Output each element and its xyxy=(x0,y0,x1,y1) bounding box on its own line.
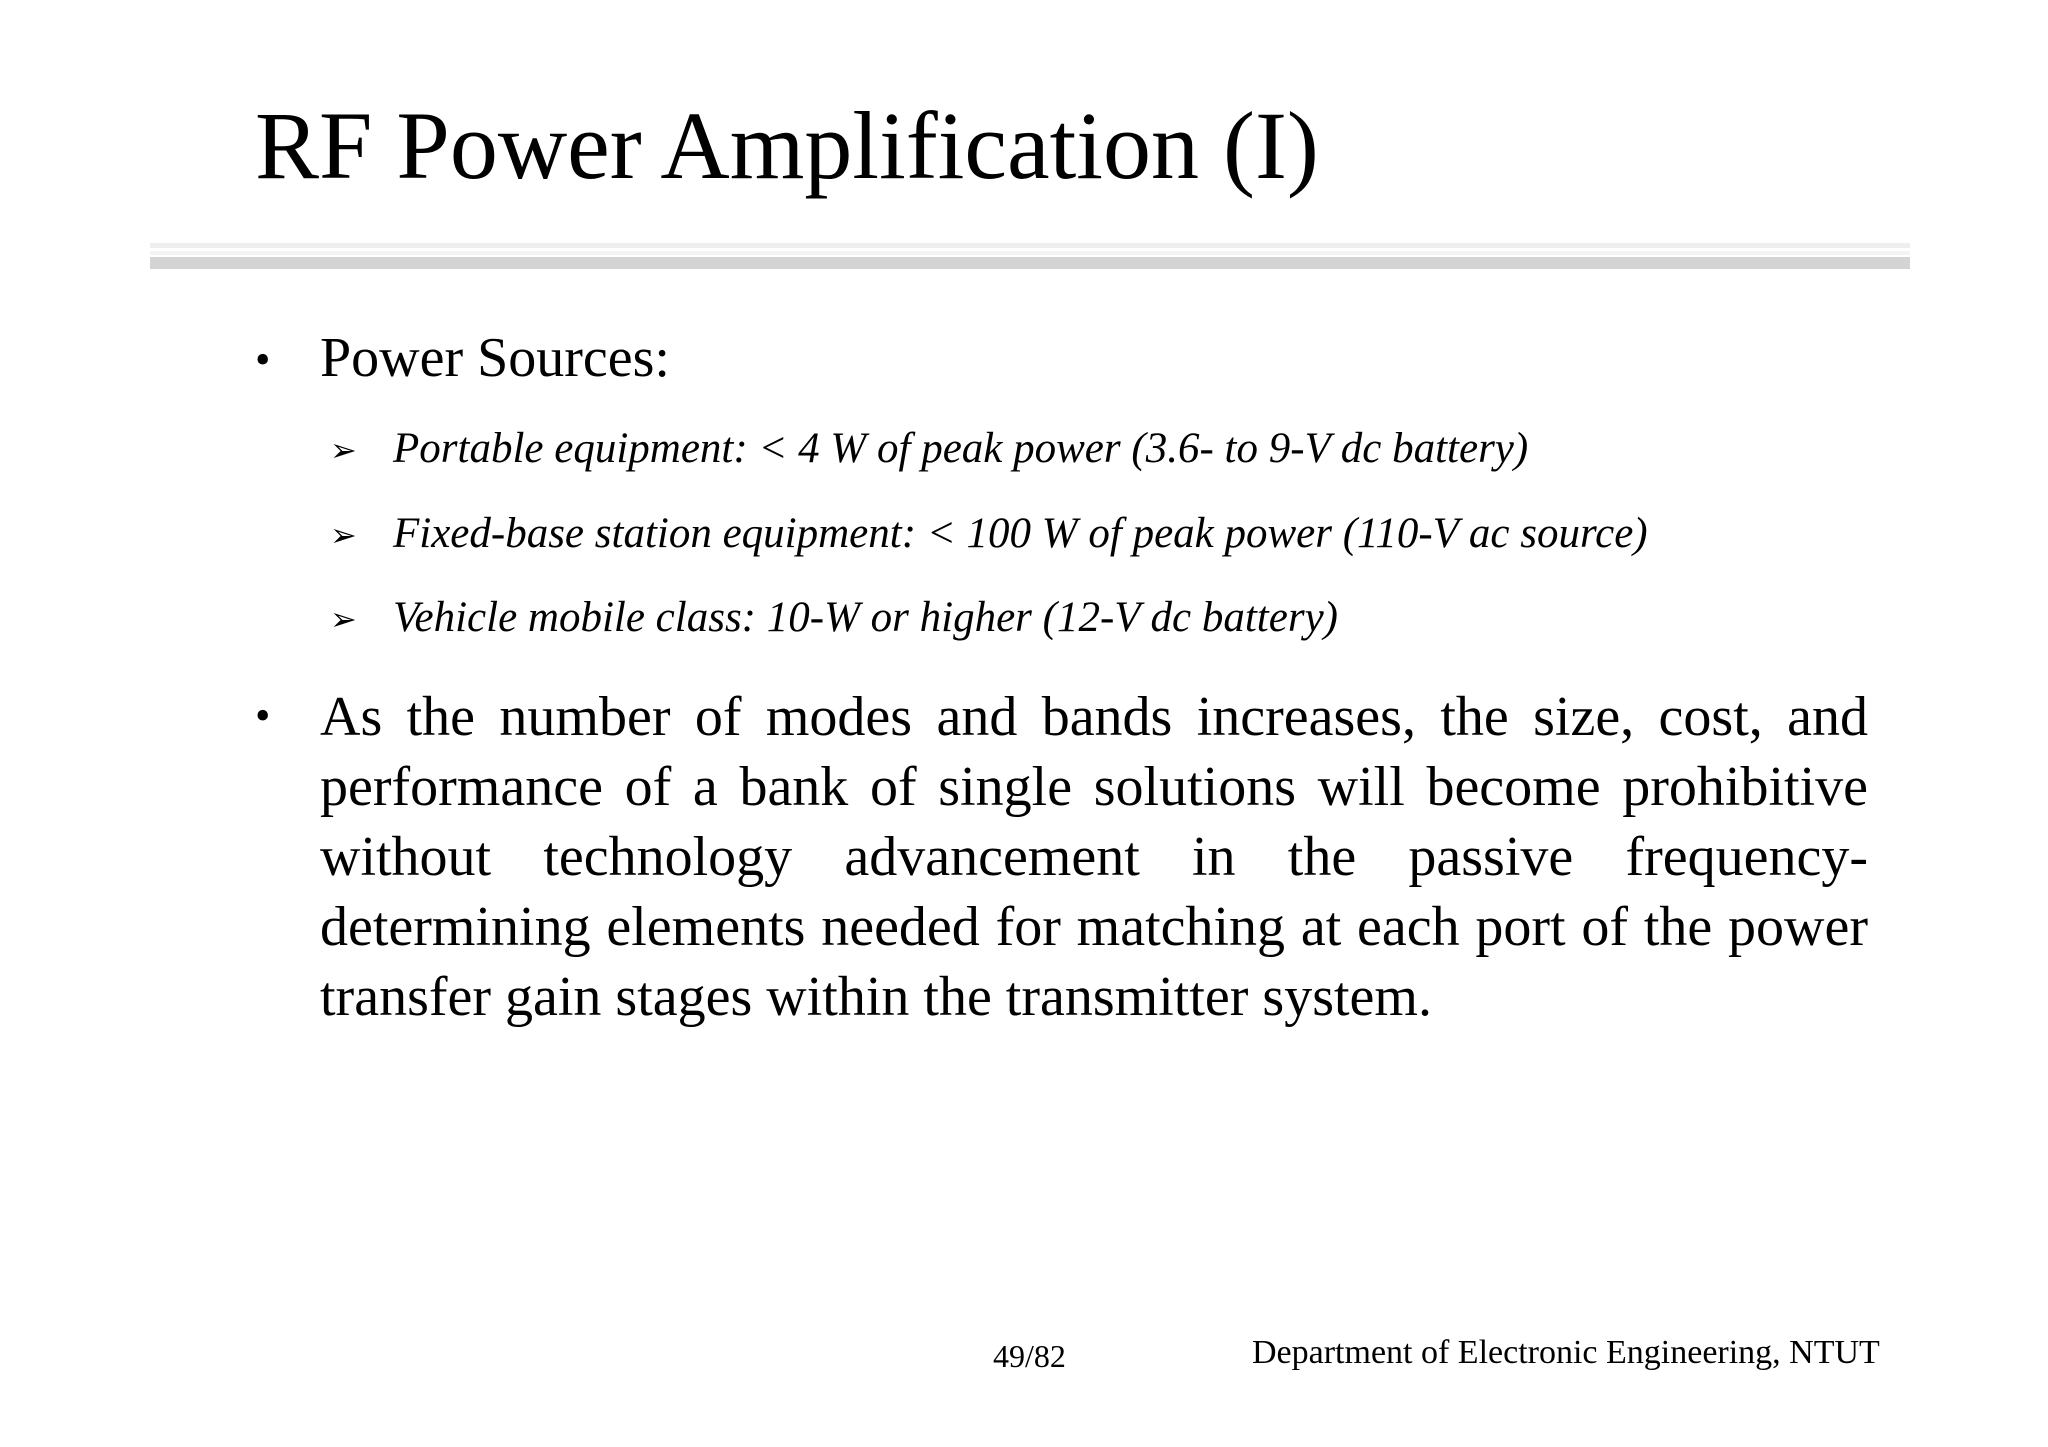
sub-bullet-text: Portable equipment: < 4 W of peak power (3.6- to 9-V dc battery) xyxy=(393,425,1529,472)
slide-title: RF Power Amplification (I) xyxy=(255,92,1319,199)
sub-bullet-text: Vehicle mobile class: 10-W or higher (12-V dc battery) xyxy=(393,594,1338,641)
page-number: 49/82 xyxy=(993,1338,1066,1374)
sub-bullet-text: Fixed-base station equipment: < 100 W of peak power (110-V ac source) xyxy=(393,510,1648,557)
title-divider-line xyxy=(150,251,1910,255)
bullet-paragraph: As the number of modes and bands increases, the size, cost, and performance of a bank of single solutions will become prohibitive without technology advancement in the passive frequency-determining elements needed for matching at each port of the power transfer gain stages within the transmitter system. xyxy=(320,686,1868,1028)
bullet-text: Power Sources: xyxy=(320,327,670,389)
footer-department: Department of Electronic Engineering, NTUT xyxy=(1252,1334,1880,1371)
arrow-bullet-icon: ➢ xyxy=(330,516,357,554)
arrow-bullet-icon: ➢ xyxy=(330,600,357,638)
bullet-marker: • xyxy=(255,335,271,384)
arrow-bullet-icon: ➢ xyxy=(330,431,357,469)
title-divider-line xyxy=(150,243,1910,248)
title-divider-bar xyxy=(150,257,1910,269)
bullet-marker: • xyxy=(255,691,271,740)
